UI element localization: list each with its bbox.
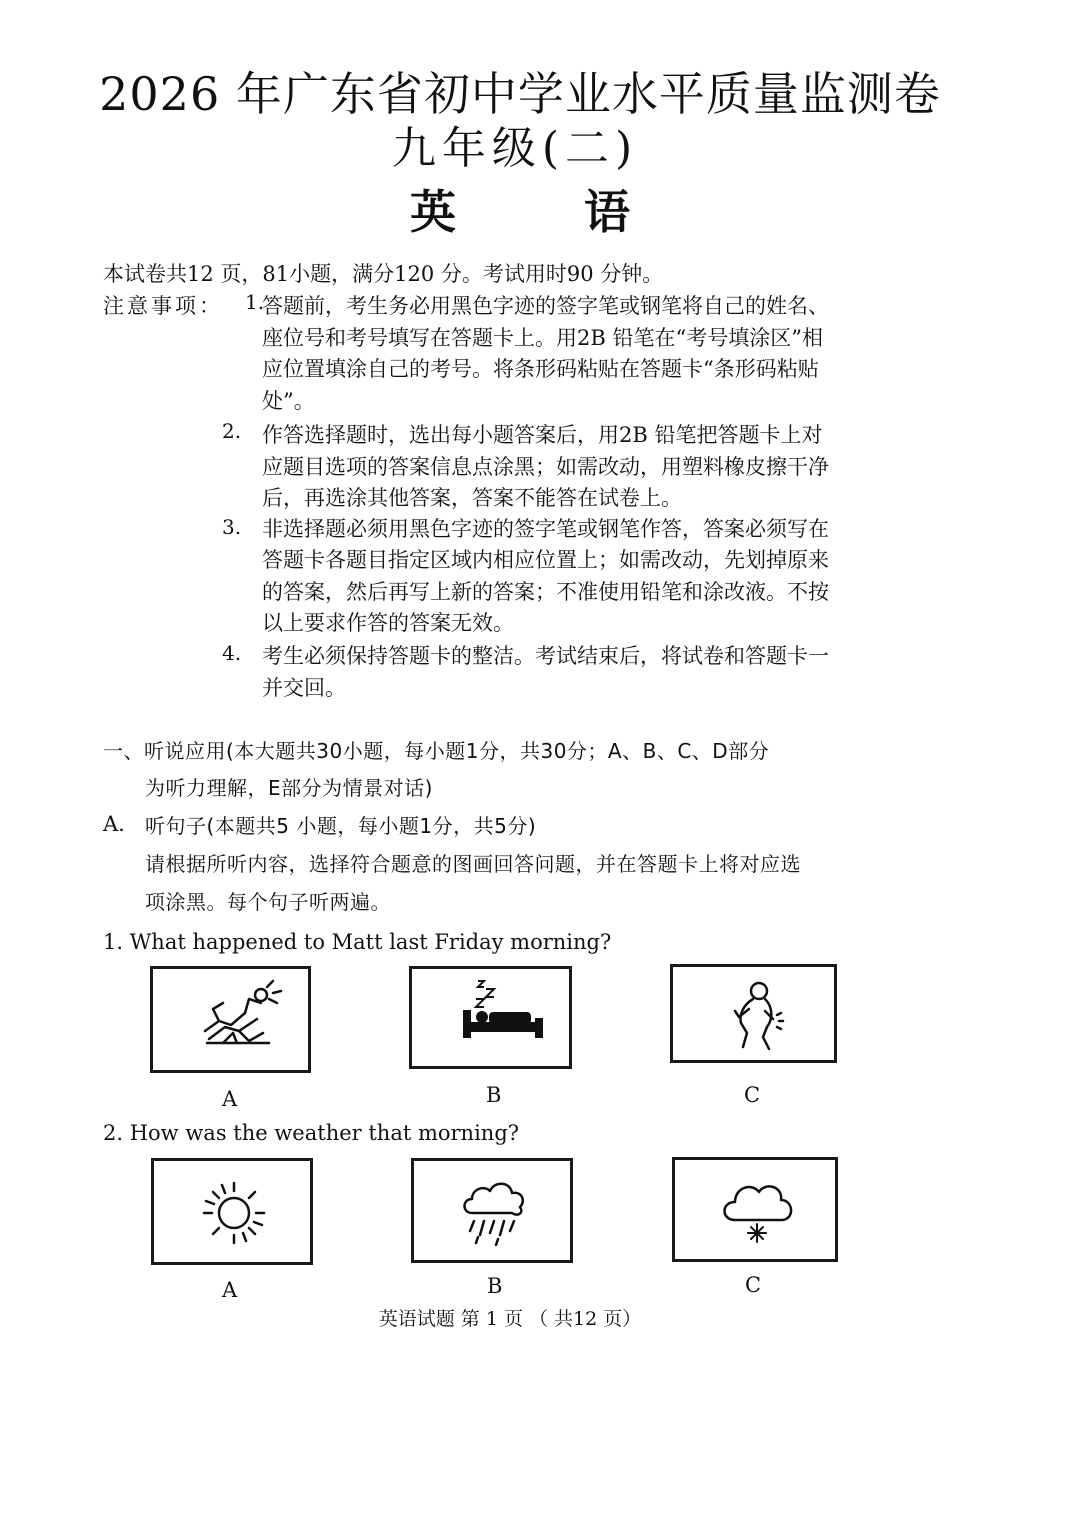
rain-cloud-icon bbox=[414, 1161, 570, 1260]
part-a-instruction-1: 请根据所听内容，选择符合题意的图画回答问题，并在答题卡上将对应选 bbox=[145, 852, 801, 876]
note-3-line-1: 非选择题必须用黑色字迹的签字笔或钢笔作答，答案必须写在 bbox=[262, 517, 829, 541]
note-3-line-3: 的答案，然后再写上新的答案；不准使用铅笔和涂改液。不按 bbox=[262, 580, 829, 604]
note-4-line-2: 并交回。 bbox=[262, 676, 346, 700]
part-a-label: A. bbox=[103, 812, 125, 836]
note-1-line-1: 答题前，考生务必用黑色字迹的签字笔或钢笔将自己的姓名、 bbox=[262, 294, 829, 318]
q2-option-a-label[interactable]: A bbox=[222, 1278, 238, 1302]
note-2-line-3: 后，再选涂其他答案，答案不能答在试卷上。 bbox=[262, 486, 682, 510]
q2-option-c-picture[interactable] bbox=[672, 1157, 838, 1262]
q1-option-a-label[interactable]: A bbox=[222, 1087, 238, 1111]
note-3-number: 3. bbox=[222, 515, 242, 539]
sick-person-icon bbox=[673, 967, 834, 1060]
q1-option-b-label[interactable]: B bbox=[486, 1083, 502, 1107]
q1-option-c-picture[interactable] bbox=[670, 964, 837, 1063]
note-1-line-2: 座位号和考号填写在答题卡上。用2B 铅笔在“考号填涂区”相 bbox=[262, 326, 823, 350]
note-3-line-4: 以上要求作答的答案无效。 bbox=[262, 611, 514, 635]
exam-title: 2026 年广东省初中学业水平质量监测卷 bbox=[99, 67, 941, 121]
part-a-title: 听句子(本题共5 小题，每小题1分，共5分) bbox=[145, 814, 537, 838]
note-1-number: 1. bbox=[245, 290, 265, 314]
q2-option-c-label[interactable]: C bbox=[745, 1273, 762, 1297]
q2-option-a-picture[interactable] bbox=[151, 1158, 313, 1265]
note-2-line-1: 作答选择题时，选出每小题答案后，用2B 铅笔把答题卡上对 bbox=[262, 423, 823, 447]
note-4-number: 4. bbox=[222, 641, 242, 665]
question-2-text: 2. How was the weather that morning? bbox=[103, 1121, 520, 1145]
section-1-heading-line-2: 为听力理解，E部分为情景对话) bbox=[145, 776, 433, 800]
note-3-line-2: 答题卡各题目指定区域内相应位置上；如需改动，先划掉原来 bbox=[262, 548, 829, 572]
sleeping-in-bed-icon bbox=[412, 969, 569, 1066]
note-2-line-2: 应题目选项的答案信息点涂黑；如需改动，用塑料橡皮擦干净 bbox=[262, 455, 829, 479]
q1-option-c-label[interactable]: C bbox=[744, 1083, 761, 1107]
q2-option-b-label[interactable]: B bbox=[487, 1274, 503, 1298]
note-2-number: 2. bbox=[222, 419, 242, 443]
note-1-line-3: 应位置填涂自己的考号。将条形码粘贴在答题卡“条形码粘贴 bbox=[262, 357, 819, 381]
note-1-line-4: 处”。 bbox=[262, 389, 315, 413]
part-a-instruction-2: 项涂黑。每个句子听两遍。 bbox=[145, 890, 391, 914]
notes-label: 注意事项： bbox=[103, 294, 223, 318]
exam-intro: 本试卷共12 页，81小题，满分120 分。考试用时90 分钟。 bbox=[103, 262, 664, 286]
q1-option-b-picture[interactable] bbox=[409, 966, 572, 1069]
section-1-heading-line-1: 一、听说应用(本大题共30小题，每小题1分，共30分；A、B、C、D部分 bbox=[103, 739, 770, 763]
q2-option-b-picture[interactable] bbox=[411, 1158, 573, 1263]
note-4-line-1: 考生必须保持答题卡的整洁。考试结束后，将试卷和答题卡一 bbox=[262, 644, 829, 668]
subject-title: 英 语 bbox=[409, 185, 686, 239]
page-footer: 英语试题 第 1 页 （ 共12 页） bbox=[378, 1308, 642, 1330]
question-1-text: 1. What happened to Matt last Friday morning? bbox=[103, 930, 612, 954]
grade-title: 九年级(二) bbox=[391, 123, 639, 174]
falling-person-icon bbox=[153, 969, 308, 1070]
q1-option-a-picture[interactable] bbox=[150, 966, 311, 1073]
sun-icon bbox=[154, 1161, 310, 1262]
snow-cloud-icon bbox=[675, 1160, 835, 1259]
